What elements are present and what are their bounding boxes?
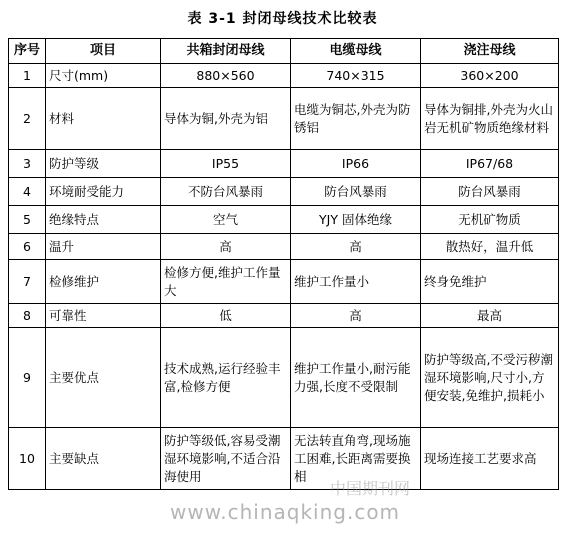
row-item: 主要优点 [46,328,161,428]
table-row [9,150,559,178]
row-number: 4 [9,178,46,206]
cell-cast: 防护等级高,不受污秽潮湿环境影响,尺寸小,方便安装,免维护,损耗小 [421,328,559,428]
table-row [9,88,559,150]
cell-cast: IP67/68 [421,150,559,178]
cell-cast: 导体为铜排,外壳为火山岩无机矿物质绝缘材料 [421,88,559,150]
cell-cast: 散热好，温升低 [421,234,559,260]
cell-enclosed: 不防台风暴雨 [161,178,291,206]
cell-cast: 现场连接工艺要求高 [421,428,559,490]
cell-cable: YJY 固体绝缘 [291,206,421,234]
cell-cable: 高 [291,304,421,328]
cell-enclosed: 高 [161,234,291,260]
row-number: 3 [9,150,46,178]
row-number: 1 [9,64,46,88]
row-number: 10 [9,428,46,490]
row-item: 温升 [46,234,161,260]
cell-cast: 无机矿物质 [421,206,559,234]
table-row [9,428,559,490]
table-row [9,304,559,328]
cell-cast: 360×200 [421,64,559,88]
header-no: 序号 [9,39,46,64]
row-number: 5 [9,206,46,234]
cell-enclosed: 防护等级低,容易受潮湿环境影响,不适合沿海使用 [161,428,291,490]
cell-cable: 维护工作量小,耐污能力强,长度不受限制 [291,328,421,428]
row-number: 6 [9,234,46,260]
watermark-url: www.chinaqking.com [170,500,401,524]
row-item: 可靠性 [46,304,161,328]
table-row [9,234,559,260]
table-row [9,64,559,88]
cell-cast: 防台风暴雨 [421,178,559,206]
cell-cable: 维护工作量小 [291,260,421,304]
cell-cast: 终身免维护 [421,260,559,304]
cell-enclosed: IP55 [161,150,291,178]
cell-enclosed: 低 [161,304,291,328]
row-number: 7 [9,260,46,304]
header-item: 项目 [46,39,161,64]
row-number: 9 [9,328,46,428]
header-cable-busbar: 电缆母线 [291,39,421,64]
cell-cable: 防台风暴雨 [291,178,421,206]
header-enclosed-busbar: 共箱封闭母线 [161,39,291,64]
cell-enclosed: 880×560 [161,64,291,88]
cell-enclosed: 检修方便,维护工作量大 [161,260,291,304]
row-item: 防护等级 [46,150,161,178]
row-item: 材料 [46,88,161,150]
cell-cable: 电缆为铜芯,外壳为防锈铝 [291,88,421,150]
cell-cable: 无法转直角弯,现场施工困难,长距离需要换相 [291,428,421,490]
cell-enclosed: 空气 [161,206,291,234]
cell-enclosed: 技术成熟,运行经验丰富,检修方便 [161,328,291,428]
table-row [9,328,559,428]
cell-enclosed: 导体为铜,外壳为铝 [161,88,291,150]
table-title: 表 3-1 封闭母线技术比较表 [187,11,378,27]
row-number: 2 [9,88,46,150]
cell-cast: 最高 [421,304,559,328]
row-item: 绝缘特点 [46,206,161,234]
row-item: 检修维护 [46,260,161,304]
row-number: 8 [9,304,46,328]
table-row [9,178,559,206]
comparison-table [8,38,559,490]
cell-cable: 高 [291,234,421,260]
watermark-cn: 中国期刊网 [330,479,411,498]
header-cast-busbar: 浇注母线 [421,39,559,64]
cell-cable: 740×315 [291,64,421,88]
row-item: 主要缺点 [46,428,161,490]
header-row [9,39,559,64]
row-item: 环境耐受能力 [46,178,161,206]
table-row [9,260,559,304]
table-row [9,206,559,234]
row-item: 尺寸(mm) [46,64,161,88]
cell-cable: IP66 [291,150,421,178]
